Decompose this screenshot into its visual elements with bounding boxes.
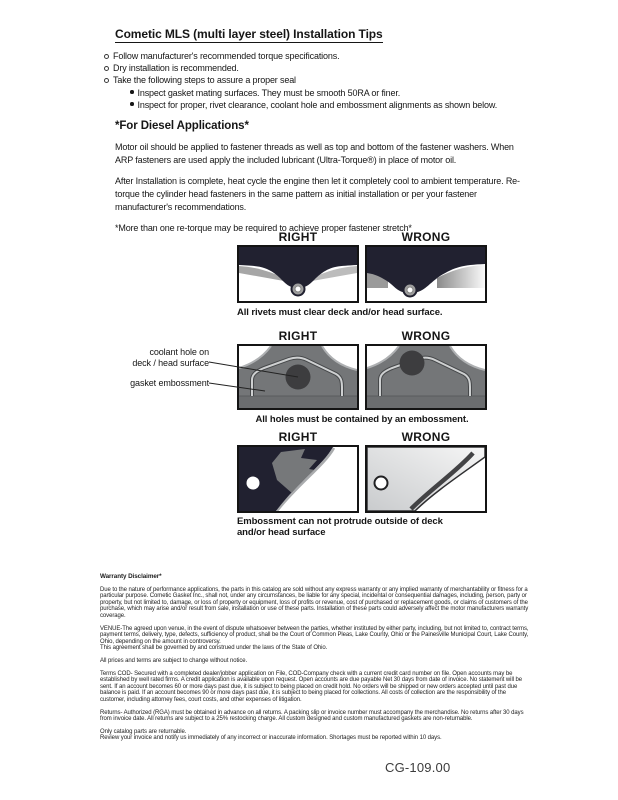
hole-contained-illustration (239, 346, 357, 408)
warranty-paragraph: Review your invoice and notify us immediately of any incorrect or inaccurate information. Shortages must be reported within 10 days. (100, 735, 442, 742)
wrong-label: WRONG (401, 430, 451, 444)
coolant-hole-label: coolant hole on deck / head surface (132, 347, 209, 368)
embossment-protruding-illustration (367, 447, 485, 511)
warranty-paragraph: Only catalog parts are returnable. (100, 728, 187, 735)
diesel-paragraph: After Installation is complete, heat cycle the engine then let it completely cool to ambient temperature. Re-torque the cylinder head fasteners in the same pattern as initial installation or per your fastener manufacturer's recommendations. (115, 176, 520, 212)
sub-bullet-text: Inspect for proper, rivet clearance, coolant hole and embossment alignments as shown below. (137, 99, 498, 110)
right-label: RIGHT (278, 430, 318, 444)
bullet-text: Follow manufacturer's recommended torque specifications. (113, 51, 340, 61)
embossment-right-diagram (237, 445, 359, 513)
warranty-paragraph: Due to the nature of performance applications, the parts in this catalog are sold without any express warranty or any implied warranty of merchantability or fitness for a particular purpose. Cometic Gasket Inc., shall not, under any circumstances, be liable for any special, incidental or consequential damages, including, person, party or property, but not limited to, damage, or loss of property or equipment, loss of profits or revenue, cost of purchased or replacement goods, or claims of customers of the purchase, which may arise and/or result from sale, installation or use of these parts. Installation of these parts could adversely affect the motor manufacturers warranty coverage. (100, 586, 529, 619)
dot-bullet-icon (130, 90, 134, 94)
retorque-note: *More than one re-torque may be required to achieve proper fastener stretch* (115, 223, 412, 233)
circle-bullet-icon (104, 54, 109, 59)
warranty-paragraph: Returns- Authorized (RGA) must be obtained in advance on all returns. A packing slip or invoice number must accompany the merchandise. No returns after 30 days from invoice date. All returns are subject to a 25% restocking charge. All custom designed and custom manufactured gaskets are non-returnable. (100, 709, 524, 723)
embossment-contained-illustration (239, 447, 357, 511)
tips-list (104, 50, 544, 111)
circle-bullet-icon (104, 78, 109, 83)
circle-bullet-icon (104, 66, 109, 71)
warranty-heading: Warranty Disclaimer* (100, 573, 162, 580)
embossment-wrong-diagram (365, 445, 487, 513)
rivet-interference-illustration (367, 247, 485, 301)
warranty-paragraph: Terms COD- Secured with a completed dealer/jobber application on File, COD-Company check with a current credit card number on file. Open accounts may be established by well rated firms. A credit application is available upon request. Open accounts are due payable Net 30 days from date of invoice. No statement will be sent. If an account becomes 60 or more days past due, it is subject to being placed on credit hold. No orders will be shipped or new orders accepted until past due balance is paid. If an account becomes 90 or more days past due, it is subject to being placed for collections. All costs of collection are the responsibility of the customer, including attorney fees, court costs, and other expenses of litigation. (100, 670, 523, 703)
hole-outside-illustration (367, 346, 485, 408)
rivet-caption: All rivets must clear deck and/or head surface. (237, 307, 443, 318)
wrong-label: WRONG (401, 230, 451, 244)
right-label: RIGHT (278, 230, 318, 244)
rivet-right-diagram (237, 245, 359, 303)
warranty-paragraph: This agreement shall be governed by and construed under the laws of the State of Ohio. (100, 645, 328, 652)
dot-bullet-icon (130, 102, 134, 106)
warranty-paragraph: All prices and terms are subject to change without notice. (100, 657, 248, 664)
coolant-wrong-diagram (365, 344, 487, 410)
page-title: Cometic MLS (multi layer steel) Installation Tips (115, 27, 383, 41)
list-item (104, 50, 544, 62)
sub-bullet-text: Inspect gasket mating surfaces. They must be smooth 50RA or finer. (137, 87, 401, 98)
list-item (104, 74, 544, 86)
diesel-applications-section (115, 120, 531, 235)
page-code: CG-109.00 (385, 760, 451, 775)
rivet-wrong-diagram (365, 245, 487, 303)
warranty-disclaimer-section (100, 574, 530, 742)
bullet-text: Dry installation is recommended. (113, 63, 239, 74)
bullet-text: Take the following steps to assure a proper seal (113, 75, 296, 86)
coolant-right-diagram (237, 344, 359, 410)
gasket-embossment-label: gasket embossment (130, 378, 209, 388)
holes-caption: All holes must be contained by an embossment. (255, 414, 469, 425)
list-item (104, 87, 544, 99)
warranty-paragraph: VENUE-The agreed upon venue, in the event of dispute whatsoever between the parties, whether instituted by either party, including, but not limited to, contract terms, payment terms, delivery, type, defects, sufficiency of product, shall be the Court of Common Pleas, Lake County, Ohio or the Painesville Municipal Court, Lake County, Ohio, depending on the amount in controversy. (100, 625, 529, 645)
wrong-label: WRONG (401, 329, 451, 343)
right-label: RIGHT (278, 329, 318, 343)
installation-tips-section (104, 25, 544, 111)
list-item (104, 99, 544, 111)
list-item (104, 62, 544, 74)
rivet-clear-illustration (239, 247, 357, 301)
protrude-caption: Embossment can not protrude outside of deck and/or head surface (237, 516, 443, 538)
diesel-heading: *For Diesel Applications* (115, 120, 249, 132)
diesel-paragraph: Motor oil should be applied to fastener threads as well as top and bottom of the fastener washers. When ARP fasteners are used apply the included lubricant (Ultra-Torque®) in place of motor oil. (115, 142, 514, 165)
